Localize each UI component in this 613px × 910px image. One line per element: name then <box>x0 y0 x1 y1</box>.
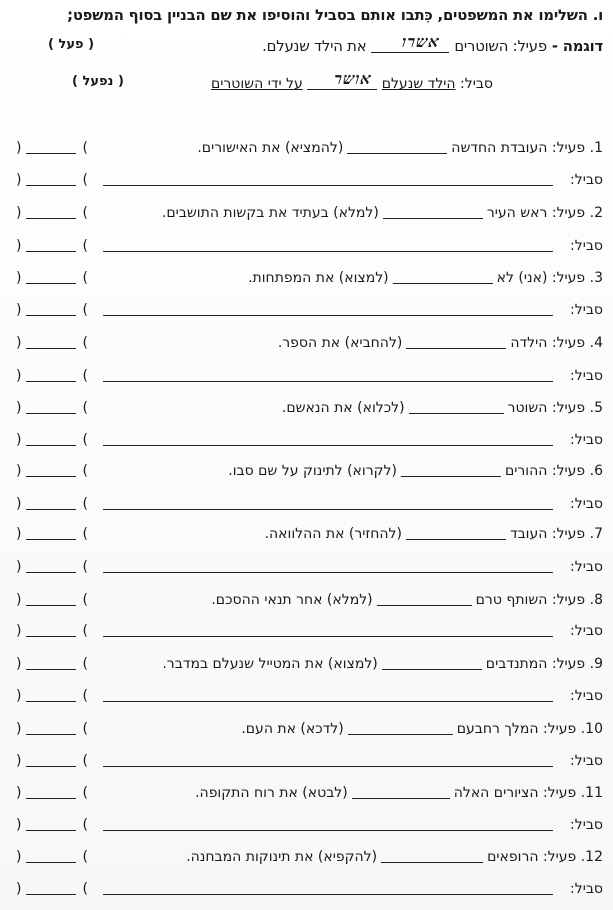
binyan-answer-field[interactable] <box>16 461 88 481</box>
passive-sentence-row <box>8 751 603 771</box>
example-passive-blank <box>307 69 377 90</box>
passive-sentence-row <box>8 300 603 320</box>
binyan-answer-field[interactable] <box>16 719 88 739</box>
active-verb-blank[interactable] <box>381 848 483 863</box>
passive-label: סביל: <box>570 238 603 254</box>
active-sentence <box>282 398 603 418</box>
example-prefix: דוגמה - <box>546 38 603 55</box>
item-number: 4. <box>589 335 603 351</box>
passive-sentence-row <box>8 494 603 514</box>
active-sentence <box>211 590 603 610</box>
passive-sentence-row <box>8 686 603 706</box>
passive-binyan-field[interactable] <box>16 300 88 320</box>
passive-sentence-row <box>8 430 603 450</box>
passive-binyan-line <box>26 509 76 510</box>
binyan-answer-line <box>26 798 76 799</box>
active-sentence-row <box>8 654 603 674</box>
item-number: 6. <box>589 463 603 479</box>
passive-label: סביל: <box>570 817 603 833</box>
active-verb-blank[interactable] <box>347 139 447 154</box>
active-sentence-row <box>8 524 603 544</box>
example-active-blank <box>371 32 449 53</box>
active-sentence <box>248 268 603 288</box>
binyan-answer-field[interactable] <box>16 847 88 867</box>
active-sentence-row <box>8 268 603 288</box>
binyan-answer-line <box>26 348 76 349</box>
passive-binyan-line <box>26 701 76 702</box>
passive-answer-line[interactable] <box>103 381 553 382</box>
passive-sentence-row <box>8 815 603 835</box>
passive-sentence-row <box>8 621 603 641</box>
verb-hint: (להחזיר) את ההלוואה. <box>264 526 402 542</box>
binyan-answer-field[interactable] <box>16 590 88 610</box>
binyan-answer-field[interactable] <box>16 654 88 674</box>
passive-binyan-line <box>26 766 76 767</box>
item-number: 8. <box>589 592 603 608</box>
binyan-answer-line <box>26 413 76 414</box>
active-prefix: פעיל: השותף טרם <box>475 592 586 608</box>
item-number: 2. <box>589 205 603 221</box>
passive-answer-line[interactable] <box>103 445 553 446</box>
active-sentence-row <box>8 590 603 610</box>
active-verb-blank[interactable] <box>406 525 506 540</box>
binyan-answer-field[interactable] <box>16 398 88 418</box>
passive-binyan-line <box>26 636 76 637</box>
passive-sentence-row <box>8 557 603 577</box>
passive-label: סביל: <box>570 881 603 897</box>
passive-binyan-field[interactable] <box>16 557 88 577</box>
active-prefix: פעיל: השוטר <box>507 400 586 416</box>
passive-label: סביל: <box>570 623 603 639</box>
example-active-binyan: ( פעל ) <box>48 37 95 52</box>
active-prefix: פעיל: הציורים האלה <box>453 785 577 801</box>
passive-answer-line[interactable] <box>103 251 553 252</box>
binyan-answer-line <box>26 669 76 670</box>
passive-label: סביל: <box>570 688 603 704</box>
active-verb-blank[interactable] <box>383 204 483 219</box>
active-sentence-row <box>8 138 603 158</box>
example-active-line <box>8 32 603 57</box>
passive-label: סביל: <box>570 302 603 318</box>
active-verb-blank[interactable] <box>348 720 453 735</box>
passive-binyan-line <box>26 185 76 186</box>
verb-hint: (לבטא) את רוח התקופה. <box>195 785 348 801</box>
example-active-prefix: פעיל: השוטרים <box>454 38 547 55</box>
verb-hint: (למצוא) את המטייל שנעלם במדבר. <box>162 656 378 672</box>
passive-label: סביל: <box>570 172 603 188</box>
item-number: 5. <box>589 400 603 416</box>
passive-binyan-field[interactable] <box>16 236 88 256</box>
active-sentence <box>197 138 603 158</box>
passive-answer-line[interactable] <box>103 766 553 767</box>
passive-binyan-field[interactable] <box>16 366 88 386</box>
passive-label: סביל: <box>570 753 603 769</box>
verb-hint: (לקרוא) לתינוק על שם סבו. <box>228 463 397 479</box>
active-sentence-row <box>8 398 603 418</box>
active-verb-blank[interactable] <box>401 462 501 477</box>
active-prefix: פעיל: המלך רחבעם <box>456 721 577 737</box>
binyan-answer-line <box>26 539 76 540</box>
verb-hint: (למלא) אחר תנאי ההסכם. <box>211 592 373 608</box>
active-sentence-row <box>8 461 603 481</box>
active-sentence <box>278 333 603 353</box>
active-prefix: פעיל: ההורים <box>504 463 586 479</box>
verb-hint: (להמציא) את האישורים. <box>197 140 344 156</box>
passive-binyan-field[interactable] <box>16 494 88 514</box>
active-sentence-row <box>8 333 603 353</box>
binyan-answer-line <box>26 605 76 606</box>
passive-label: סביל: <box>570 368 603 384</box>
verb-hint: (למצוא) את המפתחות. <box>248 270 389 286</box>
passive-answer-line[interactable] <box>103 315 553 316</box>
passive-binyan-line <box>26 381 76 382</box>
verb-hint: (למלא) בעתיד את בקשות התושבים. <box>161 205 379 221</box>
active-sentence <box>162 203 603 223</box>
passive-answer-line[interactable] <box>103 636 553 637</box>
binyan-answer-field[interactable] <box>16 203 88 223</box>
passive-sentence-row <box>8 236 603 256</box>
binyan-answer-field[interactable] <box>16 268 88 288</box>
active-verb-blank[interactable] <box>377 591 472 606</box>
passive-binyan-line <box>26 572 76 573</box>
example-passive-text1: הילד שנעלם <box>381 76 456 92</box>
active-verb-blank[interactable] <box>406 334 506 349</box>
active-prefix: פעיל: המתנדבים <box>485 656 586 672</box>
binyan-answer-line <box>26 218 76 219</box>
passive-answer-line[interactable] <box>103 830 553 831</box>
active-sentence-row <box>8 719 603 739</box>
instruction-title: ו. השלימו את המשפטים, כִּתבו אותם בסביל והוסיפו את שם הבניין בסוף המשפט; <box>67 7 603 24</box>
active-prefix: פעיל: העובד <box>509 526 586 542</box>
active-sentence-row <box>8 203 603 223</box>
passive-binyan-field[interactable] <box>16 815 88 835</box>
binyan-answer-line <box>26 476 76 477</box>
active-prefix: פעיל: הרופאים <box>487 849 577 865</box>
example-passive-label: סביל: <box>460 76 493 92</box>
passive-answer-line[interactable] <box>103 894 553 895</box>
example-active-rest: את הילד שנעלם. <box>262 38 367 55</box>
example-passive-text2: על ידי השוטרים <box>210 76 303 92</box>
verb-hint: (להקפיא) את תינוקות המבחנה. <box>186 849 378 865</box>
item-number: 9. <box>589 656 603 672</box>
active-sentence-row <box>8 783 603 803</box>
passive-label: סביל: <box>570 559 603 575</box>
item-number: 11. <box>580 785 603 801</box>
binyan-answer-field[interactable] <box>16 138 88 158</box>
verb-hint: (לדכא) את העם. <box>241 721 344 737</box>
active-verb-blank[interactable] <box>393 269 493 284</box>
active-sentence <box>265 524 603 544</box>
active-prefix: פעיל: העובדת החדשה <box>451 140 586 156</box>
item-number: 7. <box>589 526 603 542</box>
passive-answer-line[interactable] <box>103 572 553 573</box>
passive-binyan-field[interactable] <box>16 751 88 771</box>
passive-binyan-line <box>26 445 76 446</box>
example-passive-handwritten: אושר <box>332 69 373 88</box>
binyan-answer-line <box>26 153 76 154</box>
example-passive-binyan: ( נפעל ) <box>72 74 124 89</box>
binyan-answer-line <box>26 283 76 284</box>
active-sentence-row <box>8 847 603 867</box>
active-verb-blank[interactable] <box>382 655 482 670</box>
passive-binyan-line <box>26 251 76 252</box>
passive-sentence-row <box>8 879 603 899</box>
binyan-answer-field[interactable] <box>16 333 88 353</box>
active-prefix: פעיל: הילדה <box>510 335 586 351</box>
passive-label: סביל: <box>570 496 603 512</box>
passive-answer-line[interactable] <box>103 185 553 186</box>
binyan-answer-line <box>26 734 76 735</box>
item-number: 10. <box>580 721 603 737</box>
passive-answer-line[interactable] <box>103 509 553 510</box>
active-verb-blank[interactable] <box>409 399 504 414</box>
verb-hint: (לכלוא) את הנאשם. <box>281 400 405 416</box>
active-prefix: פעיל: ראש העיר <box>486 205 586 221</box>
passive-answer-line[interactable] <box>103 701 553 702</box>
example-active-handwritten: אשרו <box>400 32 441 51</box>
passive-binyan-line <box>26 315 76 316</box>
active-prefix: פעיל: (אני) לא <box>496 270 586 286</box>
active-sentence <box>228 461 603 481</box>
passive-sentence-row <box>8 366 603 386</box>
example-passive-line <box>210 69 493 94</box>
item-number: 12. <box>580 849 603 865</box>
passive-binyan-field[interactable] <box>16 621 88 641</box>
active-sentence <box>162 654 603 674</box>
active-sentence <box>195 783 603 803</box>
passive-binyan-line <box>26 830 76 831</box>
active-sentence <box>186 847 603 867</box>
binyan-answer-line <box>26 862 76 863</box>
passive-binyan-field[interactable] <box>16 879 88 899</box>
passive-binyan-field[interactable] <box>16 686 88 706</box>
passive-binyan-line <box>26 894 76 895</box>
passive-label: סביל: <box>570 432 603 448</box>
passive-sentence-row <box>8 170 603 190</box>
binyan-answer-field[interactable] <box>16 783 88 803</box>
binyan-answer-field[interactable] <box>16 524 88 544</box>
passive-binyan-field[interactable] <box>16 430 88 450</box>
passive-binyan-field[interactable] <box>16 170 88 190</box>
active-sentence <box>241 719 603 739</box>
item-number: 3. <box>589 270 603 286</box>
verb-hint: (להחביא) את הספר. <box>277 335 403 351</box>
active-verb-blank[interactable] <box>352 784 450 799</box>
item-number: 1. <box>589 140 603 156</box>
